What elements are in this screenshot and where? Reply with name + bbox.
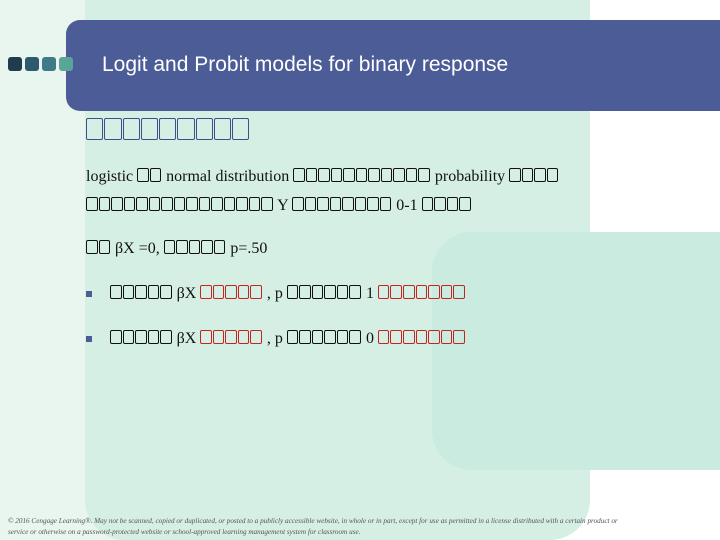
missing-glyph-box (441, 285, 453, 299)
missing-glyph-box (343, 168, 355, 182)
missing-glyph-box (403, 285, 415, 299)
glyph-boxes (110, 285, 173, 302)
missing-glyph-box (199, 197, 211, 211)
text-one: 1 (365, 285, 374, 303)
missing-glyph-box (434, 197, 446, 211)
text-beta-x: βX (176, 330, 197, 348)
missing-glyph-box (299, 285, 311, 299)
text-p: , p (266, 285, 283, 303)
missing-glyph-box (110, 330, 122, 344)
missing-glyph-box (225, 285, 237, 299)
missing-glyph-box (213, 285, 225, 299)
copyright-footer: © 2016 Cengage Learning®. May not be scanned, copied or duplicated, or posted to a publicly accessible website, in whole or in part, except for use as permitted in a license distributed with a certain product or service or otherwise on a password-protected website or school-approved learning management system for classroom use. (8, 517, 618, 536)
missing-glyph-box (293, 168, 305, 182)
missing-glyph-box (99, 197, 111, 211)
missing-glyph-box (349, 330, 361, 344)
missing-glyph-box (250, 285, 262, 299)
missing-glyph-box (214, 240, 226, 254)
glyph-boxes (86, 240, 111, 257)
text-beta-x: βX (176, 285, 197, 303)
deco-square (8, 57, 22, 71)
missing-glyph-box (123, 285, 135, 299)
bullet-square-icon (86, 336, 92, 342)
title-decoration (8, 57, 73, 71)
missing-glyph-box (238, 285, 250, 299)
text-probability: probability (434, 168, 506, 186)
deco-square (59, 57, 73, 71)
missing-glyph-box (177, 118, 194, 140)
missing-glyph-box (447, 197, 459, 211)
missing-glyph-box (174, 197, 186, 211)
missing-glyph-box (200, 330, 212, 344)
glyph-boxes (287, 285, 362, 302)
text-beta-x-zero: βX =0, (115, 240, 160, 258)
missing-glyph-box (287, 285, 299, 299)
missing-glyph-box (378, 285, 390, 299)
missing-glyph-box (428, 285, 440, 299)
missing-glyph-box (232, 118, 249, 140)
glyph-boxes (137, 168, 162, 185)
missing-glyph-box (428, 330, 440, 344)
glyph-boxes (292, 197, 392, 214)
text-normal-distribution: normal distribution (166, 168, 290, 186)
missing-glyph-box (312, 285, 324, 299)
missing-glyph-box (342, 197, 354, 211)
missing-glyph-box (324, 285, 336, 299)
text-zero: 0 (365, 330, 374, 348)
missing-glyph-box (250, 330, 262, 344)
missing-glyph-box (312, 330, 324, 344)
missing-glyph-box (356, 168, 368, 182)
missing-glyph-box (441, 330, 453, 344)
text-line-3 (86, 240, 267, 258)
missing-glyph-box (306, 168, 318, 182)
missing-glyph-box (123, 118, 140, 140)
bullet-item-2 (86, 330, 466, 348)
missing-glyph-box (110, 285, 122, 299)
missing-glyph-box (305, 197, 317, 211)
missing-glyph-box (159, 118, 176, 140)
missing-glyph-box (318, 168, 330, 182)
slide-title: Logit and Probit models for binary response (102, 53, 509, 76)
missing-glyph-box (148, 285, 160, 299)
missing-glyph-box (368, 168, 380, 182)
missing-glyph-box (390, 285, 402, 299)
bullet-item-1 (86, 285, 466, 303)
missing-glyph-box (86, 197, 98, 211)
missing-glyph-box (214, 118, 231, 140)
missing-glyph-box (135, 330, 147, 344)
glyph-boxes (86, 118, 250, 144)
missing-glyph-box (150, 168, 162, 182)
missing-glyph-box (196, 118, 213, 140)
missing-glyph-box (186, 197, 198, 211)
missing-glyph-box (381, 168, 393, 182)
missing-glyph-box (522, 168, 534, 182)
missing-glyph-box (224, 197, 236, 211)
text-p: , p (266, 330, 283, 348)
missing-glyph-box (160, 285, 172, 299)
missing-glyph-box (355, 197, 367, 211)
glyph-boxes (287, 330, 362, 347)
missing-glyph-box (330, 197, 342, 211)
text-p-half: p=.50 (230, 240, 268, 258)
missing-glyph-box (453, 285, 465, 299)
missing-glyph-box (317, 197, 329, 211)
text-logistic: logistic (86, 168, 134, 186)
missing-glyph-box (390, 330, 402, 344)
text-line-2 (86, 197, 472, 215)
missing-glyph-box (378, 330, 390, 344)
missing-glyph-box (367, 197, 379, 211)
glyph-boxes (164, 240, 227, 257)
missing-glyph-box (416, 330, 428, 344)
text-0-1: 0-1 (396, 197, 418, 215)
missing-glyph-box (86, 118, 103, 140)
missing-glyph-box (99, 240, 111, 254)
missing-glyph-box (164, 240, 176, 254)
missing-glyph-box (418, 168, 430, 182)
glyph-boxes (422, 197, 472, 214)
missing-glyph-box (137, 168, 149, 182)
glyph-boxes-red (200, 330, 263, 347)
missing-glyph-box (136, 197, 148, 211)
missing-glyph-box (86, 240, 98, 254)
missing-glyph-box (393, 168, 405, 182)
missing-glyph-box (236, 197, 248, 211)
missing-glyph-box (324, 330, 336, 344)
missing-glyph-box (200, 285, 212, 299)
glyph-boxes-red (378, 330, 466, 347)
missing-glyph-box (403, 330, 415, 344)
missing-glyph-box (534, 168, 546, 182)
missing-glyph-box (124, 197, 136, 211)
deco-square (25, 57, 39, 71)
missing-glyph-box (453, 330, 465, 344)
glyph-boxes-red (378, 285, 466, 302)
bullet-square-icon (86, 291, 92, 297)
background-shape-right (432, 232, 720, 470)
missing-glyph-box (299, 330, 311, 344)
missing-glyph-box (211, 197, 223, 211)
missing-glyph-box (176, 240, 188, 254)
missing-glyph-box (406, 168, 418, 182)
missing-glyph-box (416, 285, 428, 299)
missing-glyph-box (135, 285, 147, 299)
glyph-boxes (110, 330, 173, 347)
missing-glyph-box (331, 168, 343, 182)
missing-glyph-box (337, 285, 349, 299)
glyph-boxes-red (200, 285, 263, 302)
text-line-1 (86, 168, 559, 186)
missing-glyph-box (123, 330, 135, 344)
missing-glyph-box (249, 197, 261, 211)
missing-glyph-box (238, 330, 250, 344)
missing-glyph-box (422, 197, 434, 211)
missing-glyph-box (148, 330, 160, 344)
missing-glyph-box (337, 330, 349, 344)
missing-glyph-box (213, 330, 225, 344)
missing-glyph-box (111, 197, 123, 211)
missing-glyph-box (292, 197, 304, 211)
glyph-boxes (509, 168, 559, 185)
missing-glyph-box (149, 197, 161, 211)
missing-glyph-box (349, 285, 361, 299)
missing-glyph-box (261, 197, 273, 211)
missing-glyph-box (104, 118, 121, 140)
missing-glyph-box (225, 330, 237, 344)
missing-glyph-box (141, 118, 158, 140)
missing-glyph-box (287, 330, 299, 344)
missing-glyph-box (547, 168, 559, 182)
missing-glyph-box (160, 330, 172, 344)
glyph-boxes (86, 197, 274, 214)
missing-glyph-box (201, 240, 213, 254)
deco-square (42, 57, 56, 71)
missing-glyph-box (509, 168, 521, 182)
text-y: Y (277, 197, 289, 215)
missing-glyph-box (459, 197, 471, 211)
slide-heading (86, 118, 250, 145)
glyph-boxes (293, 168, 431, 185)
missing-glyph-box (380, 197, 392, 211)
missing-glyph-box (161, 197, 173, 211)
missing-glyph-box (189, 240, 201, 254)
